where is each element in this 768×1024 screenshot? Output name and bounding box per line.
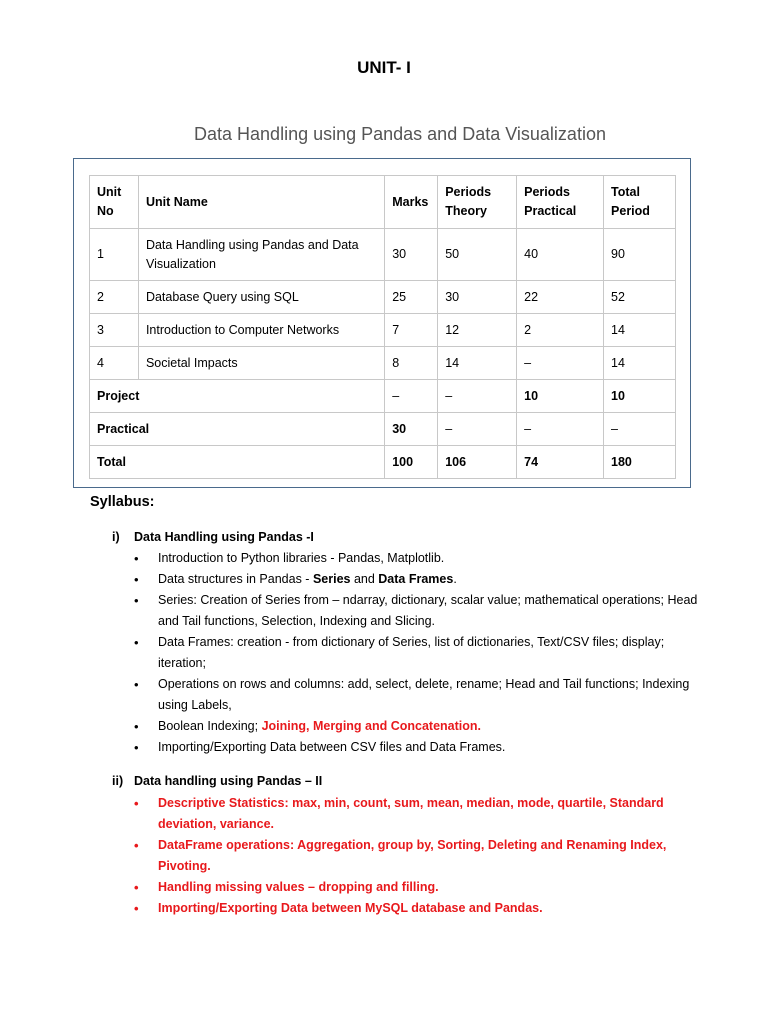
cell-practical: 40 (517, 229, 604, 281)
series-term: Series (312, 572, 351, 586)
list-item-text: Handling missing values – dropping and filling. (158, 880, 439, 894)
table-header-row (90, 176, 676, 229)
header-unit-name: Unit Name (138, 176, 384, 229)
list-item-text: Operations on rows and columns: add, select, delete, rename; Head and Tail functions; Indexing using Labels, (158, 677, 690, 712)
total-practical: 74 (517, 446, 604, 479)
cell-practical: 22 (517, 281, 604, 314)
list-item-text: Importing/Exporting Data between MySQL database and Pandas. (158, 901, 543, 915)
cell-unit-name: Societal Impacts (138, 347, 384, 380)
project-practical: 10 (517, 380, 604, 413)
list-item (132, 835, 712, 877)
header-unit-no: Unit No (90, 176, 139, 229)
cell-theory: 50 (438, 229, 517, 281)
list-item-text: Importing/Exporting Data between CSV files and Data Frames. (158, 740, 506, 754)
cell-marks: 7 (385, 314, 438, 347)
list-item-text: and (350, 572, 379, 586)
project-marks: – (385, 380, 438, 413)
cell-theory: 30 (438, 281, 517, 314)
project-label: Project (90, 380, 385, 413)
cell-unit-no: 4 (90, 347, 139, 380)
section-1-title: Data Handling using Pandas -I (134, 530, 314, 544)
unit-marks-table (89, 175, 676, 479)
cell-unit-no: 2 (90, 281, 139, 314)
table-row (90, 347, 676, 380)
practical-label: Practical (90, 413, 385, 446)
header-marks: Marks (385, 176, 438, 229)
list-item (132, 569, 712, 590)
cell-theory: 14 (438, 347, 517, 380)
header-periods-practical: Periods Practical (517, 176, 604, 229)
cell-unit-name: Introduction to Computer Networks (138, 314, 384, 347)
cell-marks: 30 (385, 229, 438, 281)
cell-unit-no: 3 (90, 314, 139, 347)
section-2-heading (112, 774, 322, 788)
list-item-text: Data Frames: creation - from dictionary of Series, list of dictionaries, Text/CSV files; display; iteration; (158, 635, 665, 670)
practical-total: – (604, 413, 676, 446)
header-total-period: Total Period (604, 176, 676, 229)
project-row (90, 380, 676, 413)
list-item (132, 737, 712, 758)
cell-total: 52 (604, 281, 676, 314)
practical-row (90, 413, 676, 446)
cell-marks: 8 (385, 347, 438, 380)
document-subtitle: Data Handling using Pandas and Data Visualization (194, 124, 606, 144)
list-item-text: DataFrame operations: Aggregation, group by, Sorting, Deleting and Renaming Index, Pivoting. (158, 838, 667, 873)
table-row (90, 229, 676, 281)
total-theory: 106 (438, 446, 517, 479)
list-item (132, 590, 712, 632)
list-item (132, 674, 712, 716)
list-item (132, 877, 712, 898)
project-theory: – (438, 380, 517, 413)
syllabus-heading: Syllabus: (90, 494, 155, 510)
highlight-text: Joining, Merging and Concatenation. (261, 719, 482, 733)
list-item-text: Series: Creation of Series from – ndarray, dictionary, scalar value; mathematical operations; Head and Tail functions, Selection, Indexing and Slicing. (158, 593, 698, 628)
list-item-text: Boolean Indexing; (158, 719, 262, 733)
table-row (90, 314, 676, 347)
total-marks: 100 (385, 446, 438, 479)
list-item (132, 898, 712, 919)
section-2-number: ii) (112, 774, 124, 788)
total-row (90, 446, 676, 479)
list-item-text: Introduction to Python libraries - Pandas, Matplotlib. (158, 551, 445, 565)
list-item-text: . (453, 572, 457, 586)
cell-total: 14 (604, 314, 676, 347)
section-1-number: i) (112, 530, 120, 544)
section-2-title: Data handling using Pandas – II (134, 774, 323, 788)
section-1-list (132, 548, 712, 758)
cell-unit-name: Data Handling using Pandas and Data Visualization (138, 229, 384, 281)
cell-theory: 12 (438, 314, 517, 347)
list-item (132, 716, 712, 737)
cell-unit-no: 1 (90, 229, 139, 281)
practical-marks: 30 (385, 413, 438, 446)
list-item-text: Descriptive Statistics: max, min, count, sum, mean, median, mode, quartile, Standard deviation, variance. (158, 796, 664, 831)
header-periods-theory: Periods Theory (438, 176, 517, 229)
list-item-text: Data structures in Pandas - (158, 572, 313, 586)
practical-practical: – (517, 413, 604, 446)
project-total: 10 (604, 380, 676, 413)
cell-practical: – (517, 347, 604, 380)
list-item (132, 548, 712, 569)
table-row (90, 281, 676, 314)
unit-title: UNIT- I (357, 58, 411, 77)
section-1-heading (112, 530, 314, 544)
cell-unit-name: Database Query using SQL (138, 281, 384, 314)
practical-theory: – (438, 413, 517, 446)
cell-total: 90 (604, 229, 676, 281)
list-item (132, 632, 712, 674)
data-frames-term: Data Frames (378, 572, 454, 586)
total-total: 180 (604, 446, 676, 479)
list-item (132, 793, 712, 835)
section-2-list (132, 793, 712, 919)
cell-total: 14 (604, 347, 676, 380)
cell-marks: 25 (385, 281, 438, 314)
total-label: Total (90, 446, 385, 479)
cell-practical: 2 (517, 314, 604, 347)
